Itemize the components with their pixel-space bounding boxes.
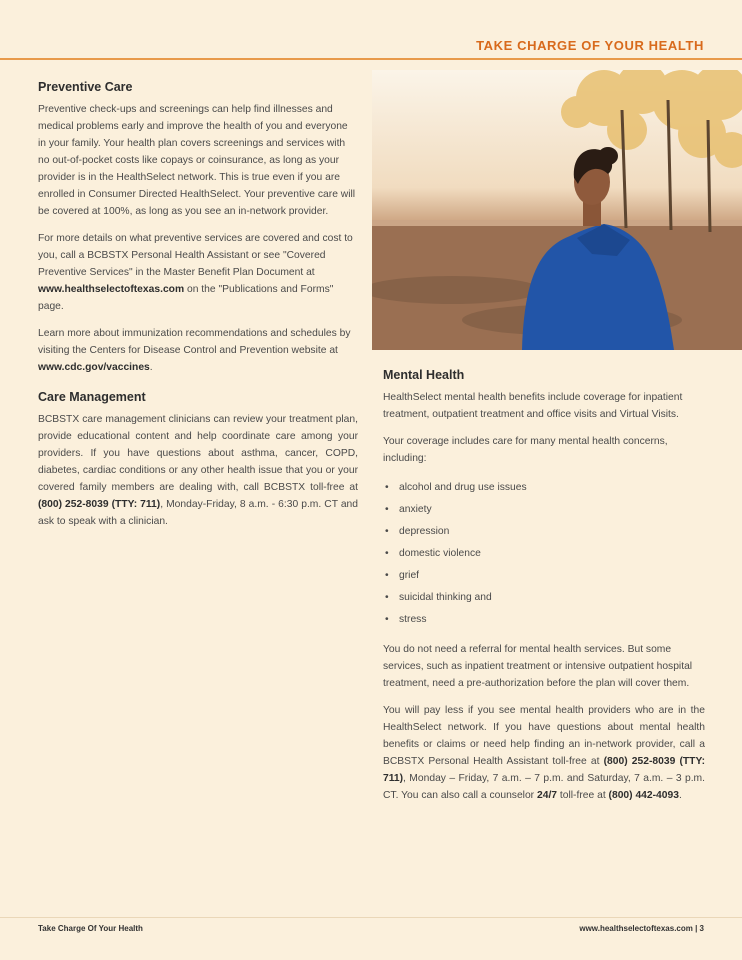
counselor-24-7: 24/7 — [536, 790, 558, 801]
network-paragraph — [383, 702, 705, 804]
immunization-paragraph — [38, 325, 358, 376]
footer-divider — [0, 917, 742, 918]
referral-paragraph: You do not need a referral for mental health services. But some services, such as inpatient treatment or intensive outpatient hospital treatment, need a pre-authorization before the plan will cover them. — [383, 644, 693, 689]
network-end: . — [678, 790, 682, 801]
immunization-text: Learn more about immunization recommendations and schedules by visiting the Centers for Disease Control and Prevention website at — [38, 328, 351, 356]
counselor-phone-number[interactable]: (800) 442-4093 — [608, 790, 679, 801]
header-title: TAKE CHARGE OF YOUR HEALTH — [476, 38, 704, 53]
network-toll-free: toll-free at — [557, 790, 609, 801]
care-management-text: BCBSTX care management clinicians can review your treatment plan, provide educational content and help coordinate care among your providers. If you have questions about asthma, cancer, COPD, diabetes, cardiac conditions or any other health issue that you or your covered family members are dealing with, call BCBSTX toll-free at — [38, 414, 358, 493]
care-management-heading: Care Management — [38, 390, 146, 404]
mental-health-heading: Mental Health — [383, 368, 465, 382]
preventive-care-paragraph: Preventive check-ups and screenings can help find illnesses and medical problems early and improve the health of you and everyone in your family. Your health plan covers screenings and services with no out-of-pocket costs like copays or coinsurance, as long as your provider is in the HealthSelect network. This is true even if you are enrolled in Consumer Directed HealthSelect. Your preventive care will be covered at 100%, as long as you see an in-network provider. — [38, 104, 356, 217]
preventive-details-end: on the "Publications and Forms" page. — [38, 284, 334, 312]
header-divider — [0, 58, 742, 60]
preventive-details-paragraph — [38, 230, 358, 315]
care-phone-number[interactable]: (800) 252-8039 (TTY: 711) — [38, 499, 161, 510]
list-item: • alcohol and drug use issues — [383, 477, 705, 499]
healthselect-link[interactable]: www.healthselectoftexas.com — [38, 284, 185, 295]
mental-phone-number[interactable]: (800) 252-8039 (TTY: 711) — [383, 756, 705, 784]
left-column — [38, 80, 358, 540]
list-item: • domestic violence — [383, 543, 705, 565]
list-item: • depression — [383, 521, 705, 543]
mental-health-coverage: Your coverage includes care for many mental health concerns, including: — [383, 436, 668, 464]
preventive-care-heading: Preventive Care — [38, 80, 133, 94]
right-column — [383, 368, 705, 814]
network-text: You will pay less if you see mental health providers who are in the HealthSelect network. If you have questions about mental health benefits or claims or need help finding an in-network provider, call a BCBSTX Personal Health Assistant toll-free at — [383, 705, 705, 767]
list-item: • suicidal thinking and — [383, 587, 705, 609]
list-item: • anxiety — [383, 499, 705, 521]
list-item: • grief — [383, 565, 705, 587]
mental-health-intro: HealthSelect mental health benefits include coverage for inpatient treatment, outpatient treatment and office visits and Virtual Visits. — [383, 392, 683, 420]
care-management-paragraph — [38, 411, 358, 530]
care-management-end: , Monday-Friday, 8 a.m. - 6:30 p.m. CT and ask to speak with a clinician. — [38, 499, 359, 527]
footer-left: Take Charge Of Your Health — [38, 924, 143, 933]
list-item: • stress — [383, 609, 705, 631]
mental-health-concerns-list — [383, 477, 705, 631]
immunization-end: . — [149, 362, 153, 373]
cdc-vaccines-link[interactable]: www.cdc.gov/vaccines — [38, 362, 150, 373]
footer-right: www.healthselectoftexas.com | 3 — [579, 924, 704, 933]
woman-in-field-photo — [372, 70, 742, 350]
preventive-details-text: For more details on what preventive services are covered and cost to you, call a BCBSTX Personal Health Assistant or see "Covered Preventive Services" in the Master Benefit Plan Document at — [38, 233, 353, 278]
network-hours: , Monday – Friday, 7 a.m. – 7 p.m. and Saturday, 7 a.m. – 3 p.m. CT. You can also call a counselor — [383, 773, 705, 801]
